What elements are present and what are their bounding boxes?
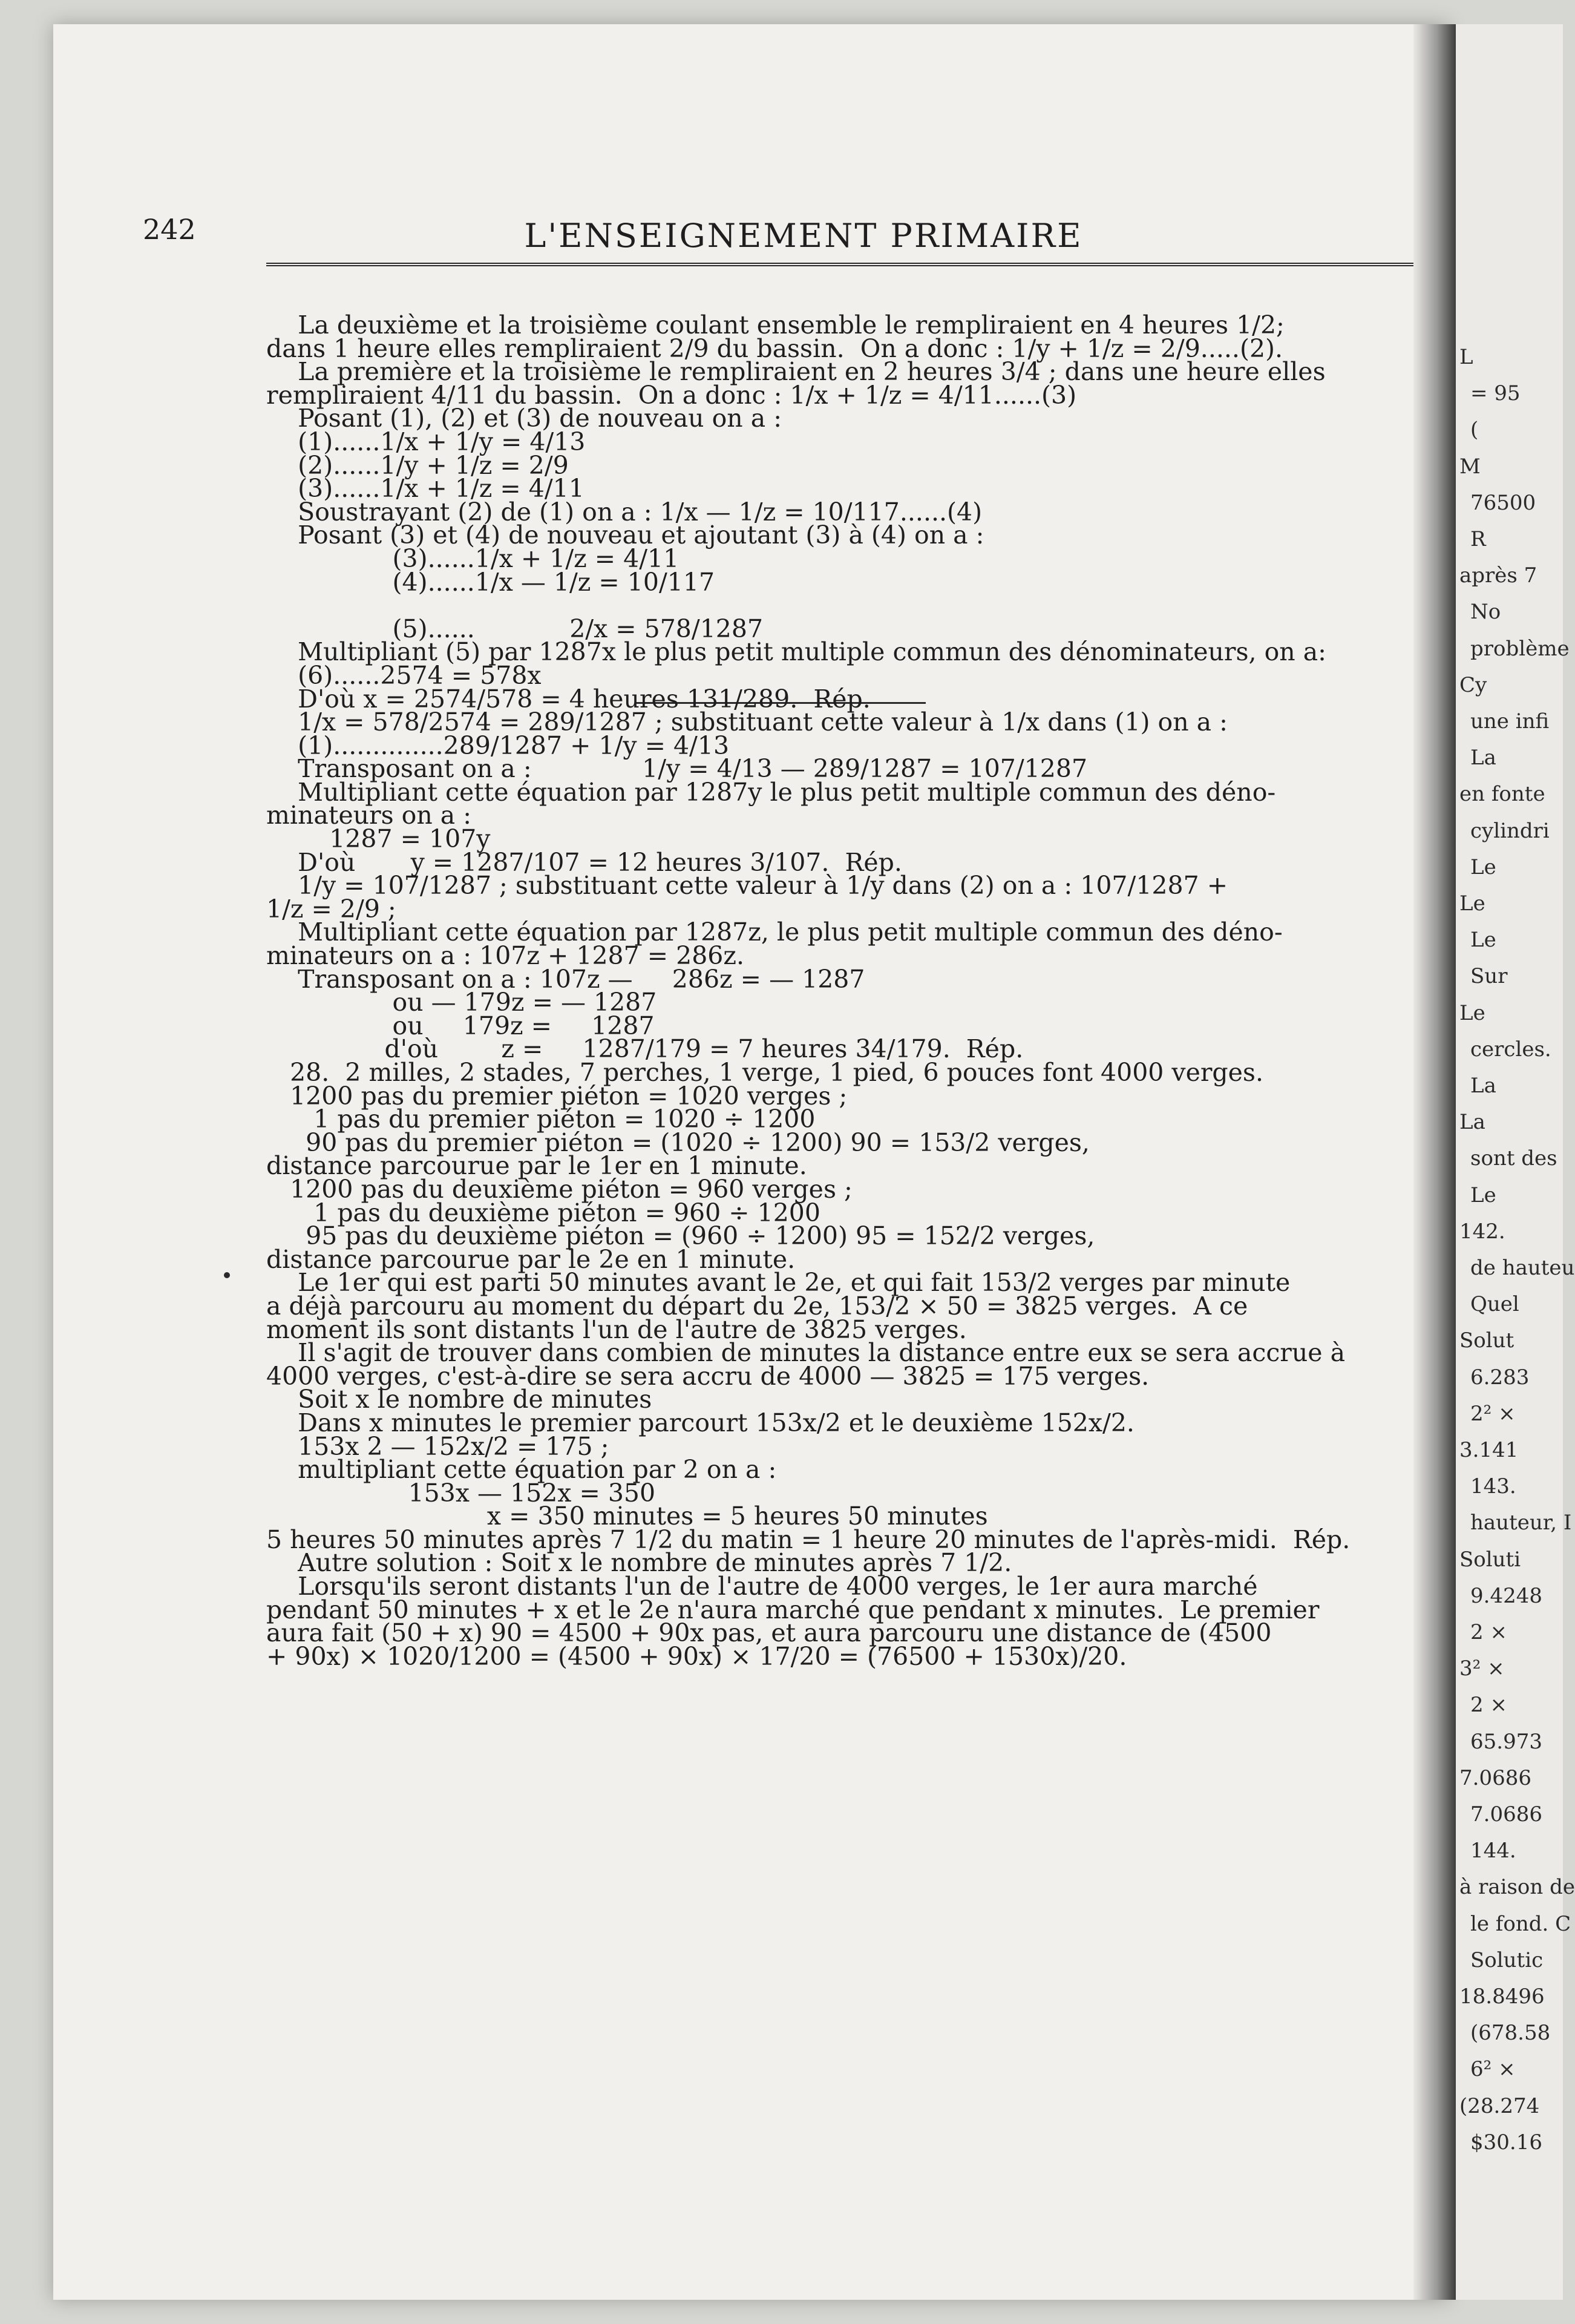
text-line: minateurs on a : 107z + 1287 = 286z. (266, 941, 745, 971)
adjacent-page-fragment: = 95 (1470, 381, 1521, 406)
text-line: (4)......1/x — 1/z = 10/117 (266, 567, 715, 597)
adjacent-page-fragment: sont des (1470, 1146, 1557, 1171)
text-line (266, 594, 1428, 617)
text-line: 153x — 152x = 350 (266, 1478, 656, 1508)
adjacent-page-fragment: 144. (1470, 1839, 1516, 1863)
text-line: (2)......1/y + 1/z = 2/9 (266, 450, 569, 480)
adjacent-page-fragment: 3.141 (1459, 1438, 1519, 1462)
adjacent-page-fragment: à raison de (1459, 1875, 1575, 1900)
text-line: minateurs on a : (266, 801, 472, 830)
text-line: (5)...... 2/x = 578/1287 (266, 614, 764, 643)
text-line: D'où y = 1287/107 = 12 heures 3/107. Rép. (266, 847, 902, 877)
text-line: 1287 = 107y (266, 824, 491, 854)
adjacent-page-fragment: Quel (1470, 1292, 1519, 1317)
adjacent-page-fragment: La (1470, 746, 1496, 770)
adjacent-page-fragment: 18.8496 (1459, 1984, 1545, 2009)
adjacent-page-fragment: 76500 (1470, 490, 1536, 515)
adjacent-page-fragment: 142. (1459, 1219, 1505, 1244)
adjacent-page-fragment: 2² × (1470, 1401, 1516, 1426)
text-line: distance parcourue par le 2e en 1 minute. (266, 1244, 796, 1274)
text-line: ou — 179z = — 1287 (266, 988, 657, 1017)
text-line: 95 pas du deuxième piéton = (960 ÷ 1200) 95 = 152/2 verges, (266, 1221, 1095, 1251)
text-line: Multipliant (5) par 1287x le plus petit multiple commun des dénominateurs, on a: (266, 637, 1326, 667)
adjacent-page-fragment: 6² × (1470, 2057, 1516, 2082)
text-line: (1)..............289/1287 + 1/y = 4/13 (266, 730, 730, 760)
adjacent-page-fragment: une infi (1470, 709, 1550, 734)
text-line: (1)......1/x + 1/y = 4/13 (266, 427, 586, 456)
adjacent-page-fragment: 7.0686 (1470, 1802, 1542, 1827)
text-line: (3)......1/x + 1/z = 4/11 (266, 474, 584, 504)
adjacent-page-fragment: 7.0686 (1459, 1765, 1531, 1790)
text-line: distance parcourue par le 1er en 1 minute. (266, 1151, 807, 1181)
text-line: La deuxième et la troisième coulant ensemble le rempliraient en 4 heures 1/2; (266, 310, 1285, 340)
text-line: D'où x = 2574/578 = 4 heures 131/289. Rép. (266, 684, 871, 714)
adjacent-page-fragment: 2 × (1470, 1693, 1507, 1718)
adjacent-page-fragment: $30.16 (1470, 2130, 1542, 2155)
adjacent-page-fragment: Le (1459, 891, 1485, 916)
adjacent-page-fragment: cylindri (1470, 818, 1550, 843)
text-line: 1200 pas du deuxième piéton = 960 verges ; (266, 1174, 853, 1204)
text-line: 28. 2 milles, 2 stades, 7 perches, 1 verge, 1 pied, 6 pouces font 4000 verges. (266, 1058, 1264, 1087)
adjacent-page-fragment: hauteur, I (1470, 1511, 1572, 1535)
body-text (266, 310, 1428, 1671)
adjacent-page-fragment: (28.274 (1459, 2093, 1540, 2118)
adjacent-page-fragment: problème (1470, 636, 1570, 661)
adjacent-page-fragment: Le (1470, 928, 1496, 953)
text-line: 1200 pas du premier piéton = 1020 verges ; (266, 1081, 848, 1111)
text-line: 90 pas du premier piéton = (1020 ÷ 1200) 90 = 153/2 verges, (266, 1128, 1090, 1157)
text-line: Le 1er qui est parti 50 minutes avant le 2e, et qui fait 153/2 verges par minute (266, 1268, 1291, 1298)
adjacent-page-fragment: Sur (1470, 964, 1508, 989)
page-title: L'ENSEIGNEMENT PRIMAIRE (524, 217, 1083, 255)
adjacent-page-fragment: Cy (1459, 672, 1487, 697)
text-line: Lorsqu'ils seront distants l'un de l'autre de 4000 verges, le 1er aura marché (266, 1572, 1258, 1601)
text-line: (6)......2574 = 578x (266, 660, 542, 690)
adjacent-page-fragment: en fonte (1459, 782, 1545, 807)
adjacent-page-fragment: Le (1459, 1000, 1485, 1025)
text-line: Il s'agit de trouver dans combien de minutes la distance entre eux se sera accrue à (266, 1338, 1346, 1368)
adjacent-page-fragment: 3² × (1459, 1656, 1505, 1681)
adjacent-page-fragment: 143. (1470, 1474, 1516, 1499)
adjacent-page-fragment: M (1459, 454, 1481, 479)
text-line: rempliraient 4/11 du bassin. On a donc : 1/x + 1/z = 4/11......(3) (266, 380, 1077, 410)
text-line: + 90x) × 1020/1200 = (4500 + 90x) × 17/20 = (76500 + 1530x)/20. (266, 1641, 1127, 1671)
text-line: Multipliant cette équation par 1287z, le plus petit multiple commun des déno- (266, 917, 1283, 947)
adjacent-page-fragment: Solutic (1470, 1948, 1544, 1972)
book-gutter (1413, 24, 1456, 2300)
text-line: 5 heures 50 minutes après 7 1/2 du matin = 1 heure 20 minutes de l'après-midi. Rép. (266, 1525, 1351, 1554)
margin-dot (224, 1272, 230, 1278)
adjacent-page-edge (1456, 24, 1575, 2300)
adjacent-page-fragment: Solut (1459, 1328, 1514, 1353)
text-line: x = 350 minutes = 5 heures 50 minutes (266, 1502, 988, 1531)
text-line: Transposant on a : 1/y = 4/13 — 289/1287 = 107/1287 (266, 754, 1088, 784)
adjacent-page-fragment: L (1459, 345, 1473, 369)
text-line: moment ils sont distants l'un de l'autre de 3825 verges. (266, 1315, 967, 1344)
page-number: 242 (143, 213, 196, 246)
adjacent-page-fragment: 65.973 (1470, 1729, 1542, 1754)
text-line: d'où z = 1287/179 = 7 heures 34/179. Rép. (266, 1034, 1024, 1064)
adjacent-page-fragment: (678.58 (1470, 2021, 1551, 2046)
header-rule (266, 263, 1428, 266)
adjacent-page-fragment: No (1470, 600, 1501, 625)
text-line: 4000 verges, c'est-à-dire se sera accru de 4000 — 3825 = 175 verges. (266, 1361, 1150, 1391)
adjacent-page-fragment: 2 × (1470, 1620, 1507, 1644)
text-line: Posant (3) et (4) de nouveau et ajoutant (3) à (4) on a : (266, 520, 984, 550)
adjacent-page-fragment: R (1470, 527, 1486, 551)
adjacent-page-fragment: cercles. (1470, 1037, 1551, 1062)
text-line: Autre solution : Soit x le nombre de minutes après 7 1/2. (266, 1548, 1012, 1578)
text-line: Multipliant cette équation par 1287y le plus petit multiple commun des déno- (266, 777, 1276, 807)
text-line: (3)......1/x + 1/z = 4/11 (266, 543, 679, 573)
text-line: dans 1 heure elles rempliraient 2/9 du bassin. On a donc : 1/y + 1/z = 2/9.....(2). (266, 333, 1283, 363)
adjacent-page-fragment: Le (1470, 855, 1496, 879)
adjacent-page-fragment: 9.4248 (1470, 1583, 1542, 1608)
text-line: La première et la troisième le rempliraient en 2 heures 3/4 ; dans une heure elles (266, 357, 1326, 387)
text-line: 1 pas du premier piéton = 1020 ÷ 1200 (266, 1105, 816, 1134)
text-line: 1/z = 2/9 ; (266, 894, 396, 924)
text-line: aura fait (50 + x) 90 = 4500 + 90x pas, et aura parcouru une distance de (4500 (266, 1618, 1272, 1648)
adjacent-page-fragment: La (1470, 1074, 1496, 1098)
text-line: Soit x le nombre de minutes (266, 1385, 652, 1414)
text-line: Dans x minutes le premier parcourt 153x/2 et le deuxième 152x/2. (266, 1408, 1135, 1437)
adjacent-page-fragment: le fond. C (1470, 1911, 1571, 1936)
text-line: 1 pas du deuxième piéton = 960 ÷ 1200 (266, 1198, 820, 1227)
text-line: a déjà parcouru au moment du départ du 2e, 153/2 × 50 = 3825 verges. A ce (266, 1291, 1248, 1321)
adjacent-page-fragment: La (1459, 1110, 1485, 1135)
text-line: multipliant cette équation par 2 on a : (266, 1455, 777, 1485)
text-line: 1/y = 107/1287 ; substituant cette valeur à 1/y dans (2) on a : 107/1287 + (266, 871, 1228, 901)
text-line: 1/x = 578/2574 = 289/1287 ; substituant cette valeur à 1/x dans (1) on a : (266, 707, 1228, 737)
text-line: Transposant on a : 107z — 286z = — 1287 (266, 964, 865, 994)
text-line: ou 179z = 1287 (266, 1011, 655, 1040)
text-line: 153x 2 — 152x/2 = 175 ; (266, 1431, 609, 1461)
adjacent-page-fragment: Soluti (1459, 1547, 1521, 1572)
adjacent-page-fragment: après 7 (1459, 563, 1537, 588)
adjacent-page-fragment: 6.283 (1470, 1365, 1530, 1390)
text-line: pendant 50 minutes + x et le 2e n'aura marché que pendant x minutes. Le premier (266, 1595, 1320, 1624)
adjacent-page-fragment: ( (1470, 418, 1479, 442)
text-line: Soustrayant (2) de (1) on a : 1/x — 1/z = 10/117......(4) (266, 497, 983, 527)
adjacent-page-fragment: Le (1470, 1183, 1496, 1207)
adjacent-page-fragment: de hauteu (1470, 1256, 1575, 1280)
text-line: Posant (1), (2) et (3) de nouveau on a : (266, 404, 782, 433)
